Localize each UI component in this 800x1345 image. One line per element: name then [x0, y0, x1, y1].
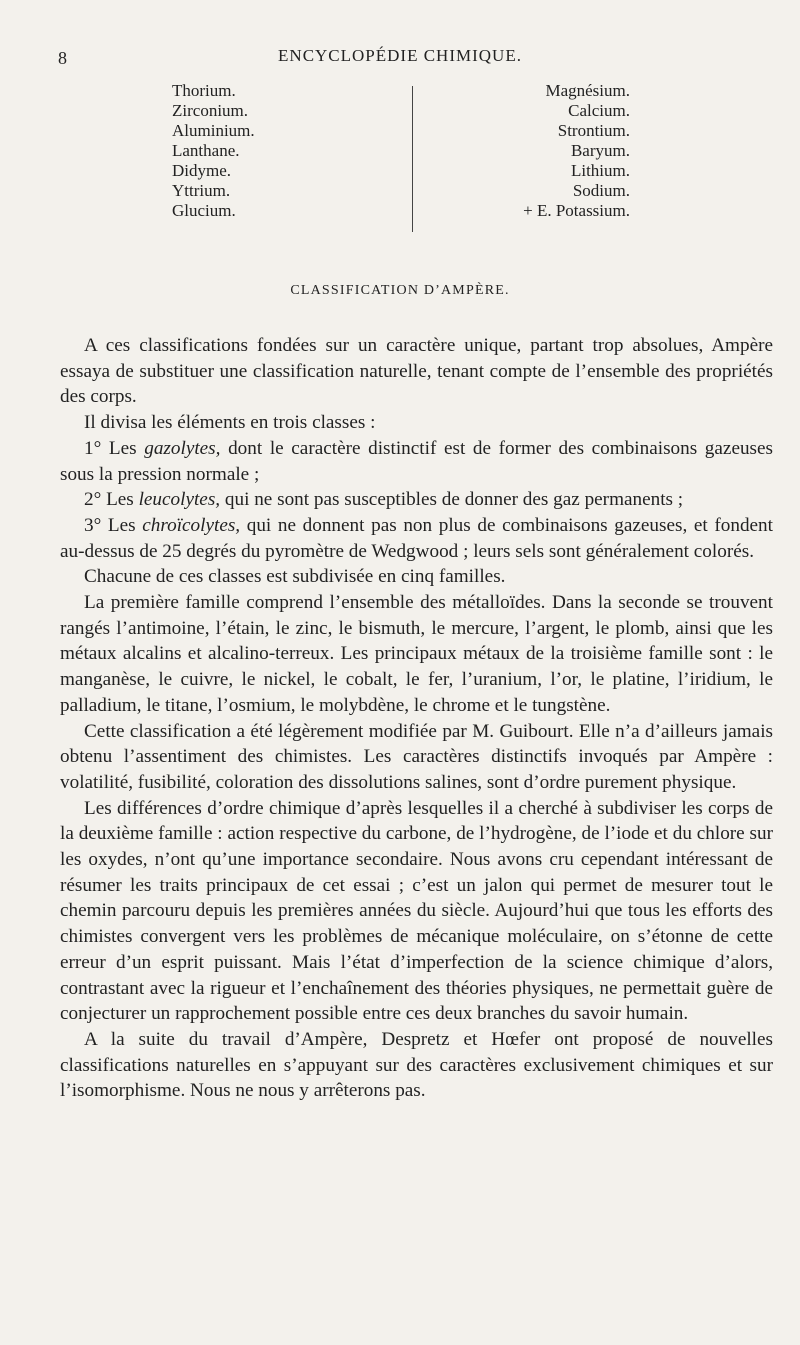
list-item: Sodium. — [572, 181, 630, 200]
paragraph: La première famille comprend l’ensemble des métalloïdes. Dans la seconde se trouvent rangés l’antimoine, l’étain, le zinc, le bismuth, le mercure, l’argent, le plomb, ainsi que les métaux alcalins et alcalino-terreux. Les principaux métaux de la troisième famille sont : le manganèse, le cuivre, le nickel, le cobalt, le fer, l’uranium, l’or, le platine, l’iridium, le palladium, le titane, l’osmium, le molybdène, le chrome et le tungstène. — [60, 592, 773, 716]
column-divider — [412, 86, 413, 232]
list-row — [460, 81, 630, 101]
definition: dont le caractère distinctif est de former des combinaisons gazeuses sous la pression normale ; — [60, 437, 773, 485]
list-number: 2° Les — [84, 489, 139, 511]
list-row — [460, 201, 630, 221]
running-head: ENCYCLOPÉDIE CHIMIQUE. — [278, 46, 522, 65]
list-number: 1° Les — [84, 437, 145, 459]
term: gazolytes, — [144, 437, 221, 459]
electropositive-marker: + E. — [523, 201, 552, 220]
element-list-left — [172, 81, 255, 221]
definition: qui ne donnent pas non plus de combinaisons gazeuses, et fondent au-dessus de 25 degrés du pyromètre de Wedgwood ; leurs sels sont généralement colorés. — [60, 514, 773, 562]
list-item: Thorium. — [172, 81, 236, 100]
paragraph: A ces classifications fondées sur un caractère unique, partant trop absolues, Ampère essaya de substituer une classification naturelle, tenant compte de l’ensemble des propriétés des corps. — [60, 335, 773, 408]
term: leucolytes, — [138, 489, 221, 511]
list-number: 3° Les — [84, 514, 143, 536]
list-item: Magnésium. — [545, 81, 630, 100]
paragraph: A la suite du travail d’Ampère, Despretz et Hœfer ont proposé de nouvelles classifications naturelles en s’appuyant sur des caractères exclusivement chimiques et sur l’isomorphisme. Nous ne nous y arrêterons pas. — [60, 1028, 773, 1102]
list-row — [460, 181, 630, 201]
element-list-right — [460, 81, 630, 221]
list-row — [460, 101, 630, 121]
paragraph: Cette classification a été légèrement modifiée par M. Guibourt. Elle n’a d’ailleurs jamais obtenu l’assentiment des chimistes. Les caractères distinctifs invoqués par Ampère : volatilité, fusibilité, coloration des dissolutions salines, sont d’ordre purement physique. — [60, 720, 773, 793]
list-item: Baryum. — [570, 141, 630, 160]
paragraph — [60, 513, 773, 564]
paragraph — [60, 487, 773, 513]
list-item: Calcium. — [568, 101, 630, 120]
list-item: Strontium. — [557, 121, 630, 140]
list-row — [460, 121, 630, 141]
list-item: Potassium. — [555, 201, 630, 220]
definition: qui ne sont pas susceptibles de donner des gaz permanents ; — [220, 489, 684, 511]
list-item: Glucium. — [172, 201, 236, 220]
list-item: Lanthane. — [172, 141, 240, 160]
paragraph: Chacune de ces classes est subdivisée en cinq familles. — [84, 566, 506, 588]
body-text — [60, 333, 773, 1104]
paragraph: Les différences d’ordre chimique d’après lesquelles il a cherché à subdiviser les corps de la deuxième famille : action respective du carbone, de l’hydrogène, de l’iode et du chlore sur les oxydes, n’ont qu’une importance secondaire. Nous avons cru cependant intéressant de résumer les traits principaux de cet essai ; c’est un jalon qui permet de mesurer tout le chemin parcouru depuis les premières années du siècle. Aujourd’hui que tous les efforts des chimistes convergent vers les problèmes de mécanique moléculaire, on s’étonne de cette erreur d’un esprit puissant. Mais l’état d’imperfection de la science chimique d’alors, contrastant avec la rigueur et l’enchaînement des théories physiques, ne permettait guère de conjecturer un rapprochement possible entre ces deux branches du savoir humain. — [60, 797, 773, 1025]
paragraph — [60, 436, 773, 487]
section-title: CLASSIFICATION D’AMPÈRE. — [290, 283, 510, 298]
list-item: Zirconium. — [172, 101, 249, 120]
list-item: Didyme. — [172, 161, 232, 180]
page-number: 8 — [58, 48, 67, 68]
list-item: Aluminium. — [172, 121, 255, 140]
paragraph: Il divisa les éléments en trois classes : — [84, 412, 376, 434]
list-item: Yttrium. — [172, 181, 231, 200]
list-row — [460, 161, 630, 181]
list-row — [460, 141, 630, 161]
list-item: Lithium. — [570, 161, 630, 180]
term: chroïcolytes, — [142, 514, 241, 536]
